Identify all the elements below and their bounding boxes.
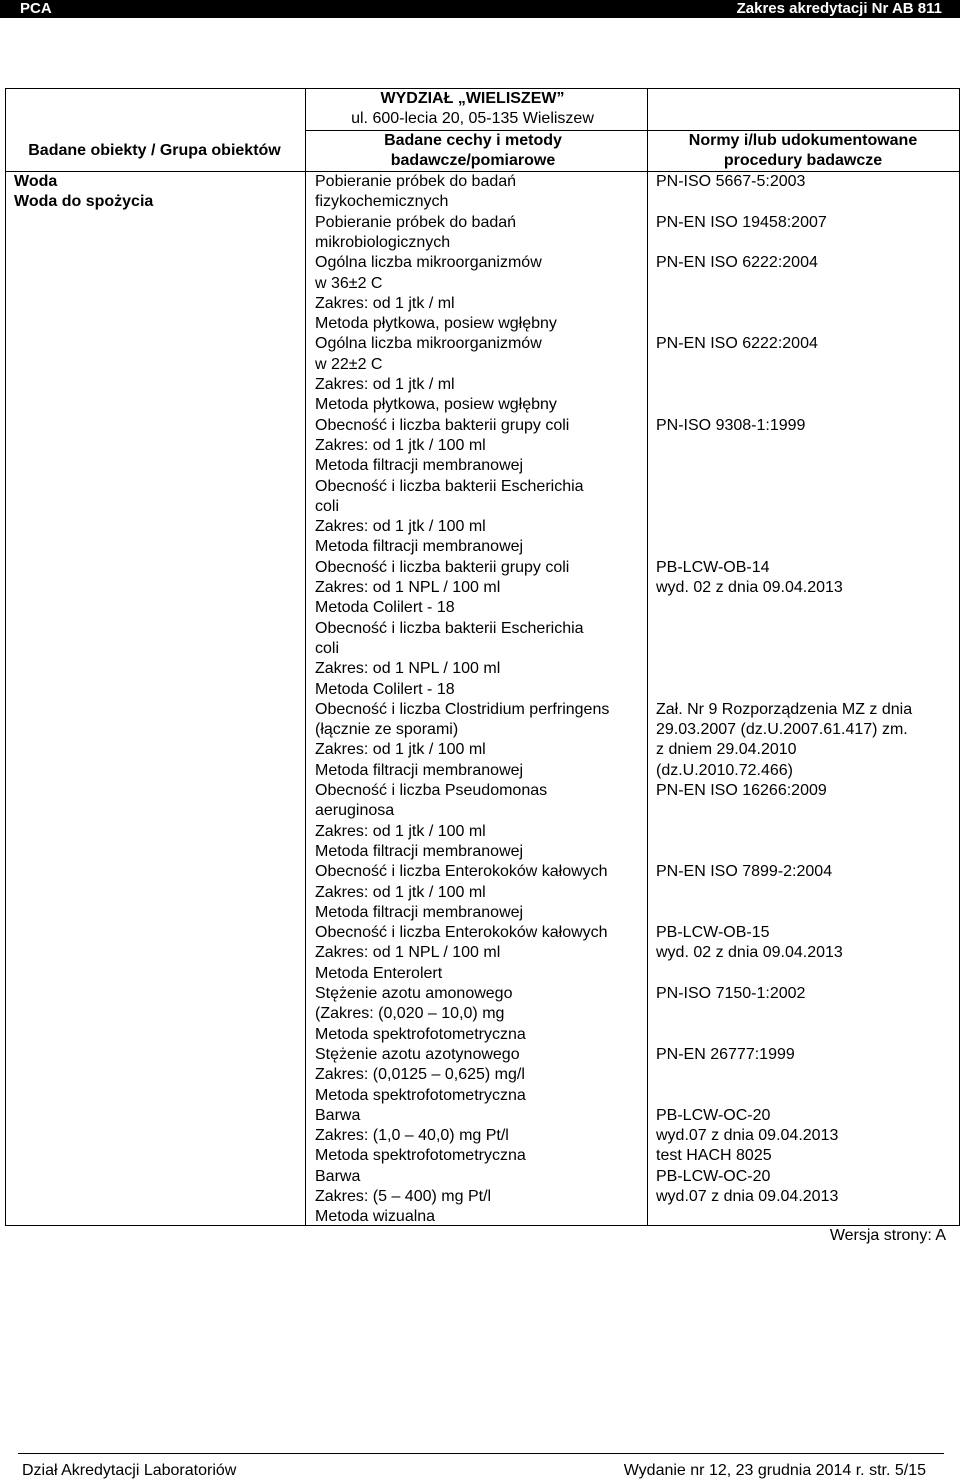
method-line: Obecność i liczba bakterii Escherichia: [315, 477, 584, 495]
method-line: Pobieranie próbek do badań: [315, 173, 517, 190]
norm-line: 29.03.2007 (dz.U.2007.61.417) zm.: [656, 721, 908, 739]
method-line: Stężenie azotu amonowego: [315, 985, 513, 1002]
object-drinking-water: Woda do spożycia: [14, 193, 154, 210]
norm-line: wyd. 02 z dnia 09.04.2013: [656, 579, 843, 596]
header-right: Zakres akredytacji Nr AB 811: [736, 0, 942, 17]
method-line: Zakres: od 1 jtk / ml: [315, 294, 455, 312]
norm-line: PN-EN ISO 19458:2007: [656, 213, 827, 231]
norm-line: test HACH 8025: [656, 1147, 772, 1165]
method-line: Metoda filtracji membranowej: [315, 761, 524, 779]
method-line: coli: [315, 639, 340, 657]
column-header-norms-line2: procedury badawcze: [723, 152, 883, 169]
header-left: PCA: [20, 0, 52, 17]
norm-line: PN-ISO 9308-1:1999: [656, 416, 806, 434]
norm-line: PN-EN ISO 6222:2004: [656, 335, 818, 353]
norm-line: wyd. 02 z dnia 09.04.2013: [656, 944, 843, 962]
method-line: Stężenie azotu azotynowego: [315, 1045, 520, 1063]
method-line: Zakres: (5 – 400) mg Pt/l: [315, 1188, 492, 1205]
method-line: Metoda filtracji membranowej: [315, 842, 524, 860]
norm-line: PN-EN ISO 16266:2009: [656, 782, 827, 799]
method-line: Zakres: od 1 NPL / 100 ml: [315, 579, 501, 596]
norm-line: PN-ISO 7150-1:2002: [656, 985, 806, 1002]
norm-line: PN-ISO 5667-5:2003: [656, 173, 806, 190]
method-line: coli: [315, 497, 340, 515]
norm-line: PN-EN ISO 7899-2:2004: [656, 863, 833, 881]
method-line: Metoda spektrofotometryczna: [315, 1086, 526, 1104]
method-line: fizykochemicznych: [315, 193, 449, 211]
department-address: ul. 600-lecia 20, 05-135 Wieliszew: [351, 110, 594, 127]
method-line: mikrobiologicznych: [315, 233, 451, 251]
norm-line: PB-LCW-OB-14: [656, 558, 770, 576]
method-line: Barwa: [315, 1167, 361, 1185]
method-line: Obecność i liczba bakterii grupy coli: [315, 416, 570, 434]
method-line: (łącznie ze sporami): [315, 721, 459, 739]
method-line: Ogólna liczba mikroorganizmów: [315, 335, 542, 353]
column-header-objects: Badane obiekty / Grupa obiektów: [28, 142, 281, 159]
column-header-methods-line1: Badane cechy i metody: [384, 132, 562, 149]
method-line: Metoda wizualna: [315, 1208, 436, 1226]
method-line: Obecność i liczba Enterokoków kałowych: [315, 863, 608, 881]
column-header-norms-line1: Normy i/lub udokumentowane: [688, 132, 918, 149]
method-line: Metoda płytkowa, posiew wgłębny: [315, 396, 557, 414]
method-line: Zakres: od 1 jtk / 100 ml: [315, 741, 486, 759]
method-line: Metoda Colilert - 18: [315, 680, 455, 698]
norm-line: PN-EN 26777:1999: [656, 1045, 795, 1063]
method-line: Zakres: od 1 jtk / 100 ml: [315, 822, 486, 840]
column-divider-2: [647, 89, 648, 1225]
method-line: Obecność i liczba bakterii grupy coli: [315, 558, 570, 576]
norm-line: PN-EN ISO 6222:2004: [656, 254, 818, 272]
method-line: Metoda spektrofotometryczna: [315, 1025, 526, 1043]
norm-line: (dz.U.2010.72.466): [656, 761, 793, 779]
method-line: Zakres: od 1 jtk / 100 ml: [315, 436, 486, 454]
method-line: Zakres: od 1 NPL / 100 ml: [315, 660, 501, 678]
method-line: Zakres: (1,0 – 40,0) mg Pt/l: [315, 1127, 509, 1145]
method-line: Metoda Enterolert: [315, 964, 443, 982]
method-line: Zakres: od 1 jtk / ml: [315, 376, 455, 393]
method-line: Metoda filtracji membranowej: [315, 538, 524, 556]
norm-line: wyd.07 z dnia 09.04.2013: [656, 1188, 839, 1205]
method-line: Metoda Colilert - 18: [315, 599, 455, 617]
method-line: Zakres: od 1 jtk / 100 ml: [315, 518, 486, 536]
method-line: w 36±2 C: [315, 274, 383, 292]
norm-line: Zał. Nr 9 Rozporządzenia MZ z dnia: [656, 700, 913, 718]
norm-line: PB-LCW-OB-15: [656, 924, 770, 942]
method-line: Barwa: [315, 1106, 361, 1124]
method-line: Ogólna liczba mikroorganizmów: [315, 254, 542, 272]
footer-divider: [18, 1453, 944, 1454]
method-line: Obecność i liczba Clostridium perfringens: [315, 700, 610, 718]
column-divider-1: [305, 89, 306, 1225]
department-name: WYDZIAŁ „WIELISZEW”: [380, 90, 565, 107]
method-line: Metoda filtracji membranowej: [315, 903, 524, 921]
norm-line: z dniem 29.04.2010: [656, 741, 797, 759]
norm-line: PB-LCW-OC-20: [656, 1106, 771, 1124]
norm-line: PB-LCW-OC-20: [656, 1167, 771, 1185]
method-line: (Zakres: (0,020 – 10,0) mg: [315, 1005, 505, 1023]
method-line: Obecność i liczba bakterii Escherichia: [315, 619, 584, 637]
object-water: Woda: [14, 173, 58, 190]
footer-left: Dział Akredytacji Laboratoriów: [22, 1462, 237, 1479]
header-bar: [0, 0, 960, 18]
method-line: w 22±2 C: [315, 355, 383, 373]
column-header-methods-line2: badawcze/pomiarowe: [390, 152, 556, 169]
method-line: Obecność i liczba Pseudomonas: [315, 782, 548, 799]
method-line: Obecność i liczba Enterokoków kałowych: [315, 924, 608, 942]
method-line: Pobieranie próbek do badań: [315, 213, 517, 231]
method-line: Zakres: od 1 NPL / 100 ml: [315, 944, 501, 962]
footer-right: Wydanie nr 12, 23 grudnia 2014 r. str. 5/15: [623, 1462, 926, 1479]
method-line: Metoda spektrofotometryczna: [315, 1147, 526, 1165]
norm-line: wyd.07 z dnia 09.04.2013: [656, 1127, 839, 1145]
method-line: Metoda filtracji membranowej: [315, 457, 524, 475]
method-line: Metoda płytkowa, posiew wgłębny: [315, 315, 557, 333]
method-line: aeruginosa: [315, 802, 395, 820]
method-line: Zakres: (0,0125 – 0,625) mg/l: [315, 1066, 525, 1084]
method-line: Zakres: od 1 jtk / 100 ml: [315, 883, 486, 901]
page-version: Wersja strony: A: [829, 1227, 946, 1244]
